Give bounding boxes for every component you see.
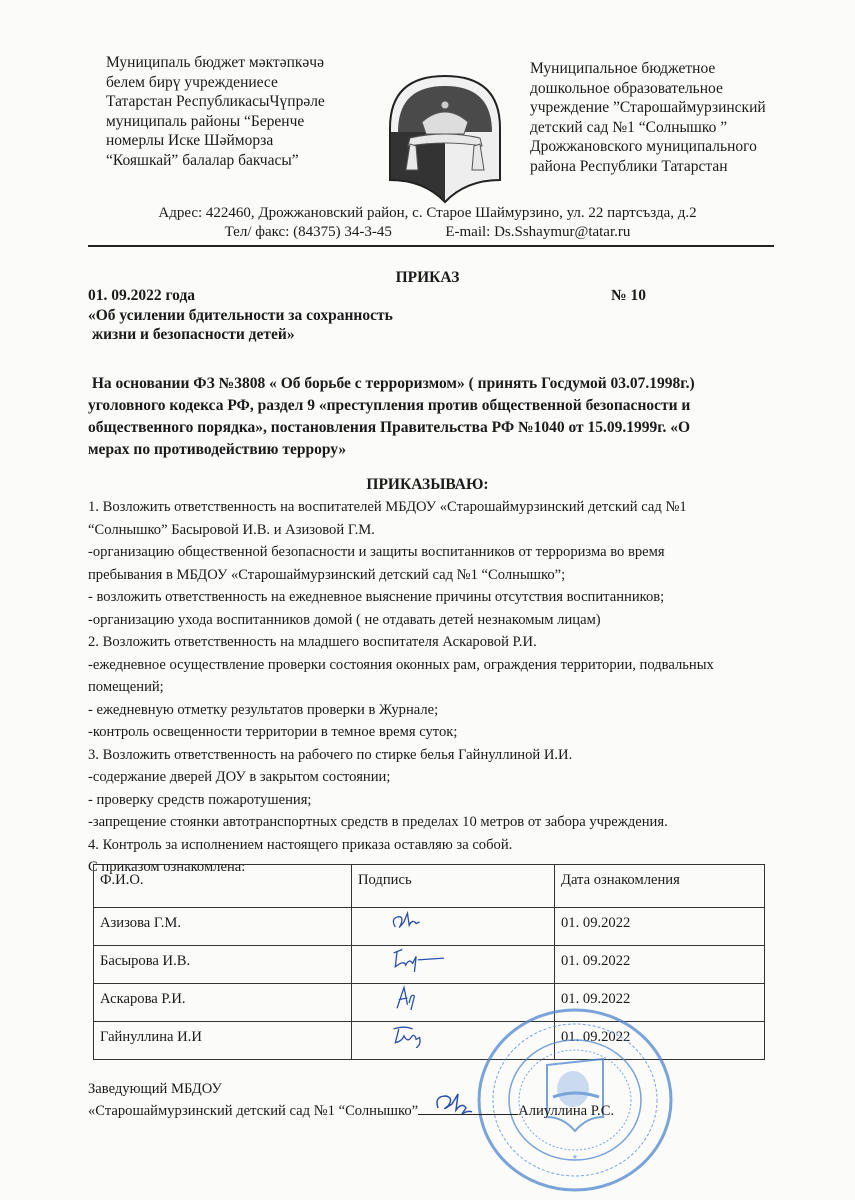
cell-name: Азизова Г.М.	[94, 908, 352, 946]
cell-name: Аскарова Р.И.	[94, 984, 352, 1022]
order-line: 1. Возложить ответственность на воспитателей МБДОУ «Старошаймурзинский детский сад №1	[88, 499, 687, 515]
order-line: С приказом ознакомлена:	[88, 859, 246, 875]
legal-basis	[88, 373, 788, 461]
order-line: пребывания в МБДОУ «Старошаймурзинский детский сад №1 “Солнышко”;	[88, 566, 566, 583]
order-date: 01. 09.2022 года	[88, 287, 196, 304]
header-line: Дрожжановского муниципального	[530, 138, 757, 155]
header-line: Татарстан РеспубликасыЧүпрәле	[106, 93, 325, 110]
order-line: -организацию ухода воспитанников домой ( не отдавать детей незнакомым лицам)	[88, 611, 601, 628]
table-header-row	[94, 865, 765, 908]
document-title: ПРИКАЗ	[395, 269, 460, 286]
cell-signature	[352, 908, 555, 946]
contacts	[0, 224, 855, 241]
cell-date: 01. 09.2022	[555, 908, 765, 946]
signature-icon	[372, 908, 462, 934]
header-cell-date: Дата ознакомления	[555, 865, 765, 908]
order-line: -ежедневное осуществление проверки состояния оконных рам, ограждения территории, подвальных	[88, 656, 714, 673]
order-items	[88, 496, 798, 879]
order-line: -контроль освещенности территории в темное время суток;	[88, 724, 458, 740]
order-line: -запрещение стоянки автотранспортных средств в пределах 10 метров от забора учреждения.	[88, 814, 668, 830]
acknowledgement-table	[93, 864, 765, 1060]
email: E-mail: Ds.Sshaymur@tatar.ru	[445, 224, 631, 240]
cell-date: 01. 09.2022	[555, 946, 765, 984]
signature-line	[418, 1100, 518, 1115]
director-signature-icon	[428, 1088, 488, 1118]
order-line: 4. Контроль за исполнением настоящего приказа оставляю за собой.	[88, 836, 513, 853]
order-line: “Солнышко” Басыровой И.В. и Азизовой Г.М.	[88, 521, 375, 538]
cell-signature	[352, 946, 555, 984]
header-institution-tatar	[106, 53, 386, 170]
header-cell-signature: Подпись	[352, 865, 555, 908]
signature-icon	[372, 1022, 462, 1048]
order-subject	[88, 306, 393, 344]
address: Адрес: 422460, Дрожжановский район, с. Старое Шаймурзино, ул. 22 партсъзда, д.2	[158, 205, 697, 221]
director-position: Заведующий МБДОУ	[88, 1081, 222, 1097]
order-number: № 10	[611, 287, 646, 304]
coat-of-arms-icon	[386, 72, 504, 204]
institution-name: «Старошаймурзинский детский сад №1 “Солнышко”	[88, 1103, 419, 1119]
header-line: учреждение ”Старошаймурзинский	[530, 99, 766, 116]
table-row	[94, 946, 765, 984]
cell-date: 01. 09.2022	[555, 1022, 765, 1060]
order-line: - возложить ответственность на ежедневное выяснение причины отсутствия воспитанников;	[88, 589, 665, 605]
order-line: помещений;	[88, 679, 164, 695]
header-line: района Республики Татарстан	[530, 157, 728, 175]
cell-name: Басырова И.В.	[94, 946, 352, 984]
header-line: белем бирү учреждениесе	[106, 73, 278, 91]
header-line: муниципаль районы “Беренче	[106, 112, 305, 130]
header-cell-name: Ф.И.О.	[94, 865, 352, 908]
order-line: 3. Возложить ответственность на рабочего по стирке белья Гайнуллиной И.И.	[88, 746, 573, 763]
phone: Тел/ факс: (84375) 34-3-45	[224, 224, 392, 240]
subject-line: жизни и безопасности детей»	[88, 326, 295, 343]
cell-signature	[352, 984, 555, 1022]
table-row	[94, 984, 765, 1022]
director-line	[88, 1100, 614, 1122]
director-name: Алиуллина Р.С.	[518, 1103, 615, 1119]
signature-icon	[372, 946, 462, 972]
signature-block	[88, 1078, 614, 1122]
cell-signature	[352, 1022, 555, 1060]
cell-date: 01. 09.2022	[555, 984, 765, 1022]
order-line: - ежедневную отметку результатов проверки в Журнале;	[88, 701, 439, 718]
order-line: 2. Возложить ответственность на младшего воспитателя Аскаровой Р.И.	[88, 634, 537, 650]
svg-text:*: *	[572, 1152, 578, 1166]
basis-line: мерах по противодействию террору»	[88, 441, 347, 458]
header-institution-russian	[530, 59, 820, 176]
basis-line: На основании ФЗ №3808 « Об борьбе с терроризмом» ( принять Госдумой 03.07.1998г.)	[88, 375, 695, 392]
orders-heading: ПРИКАЗЫВАЮ:	[366, 476, 489, 493]
header-line: Муниципальное бюджетное	[530, 60, 716, 77]
subject-line: «Об усилении бдительности за сохранность	[88, 307, 393, 324]
signature-icon	[372, 984, 462, 1010]
order-line: -организацию общественной безопасности и защиты воспитанников от терроризма во время	[88, 544, 665, 560]
header-line: “Кояшкай” балалар бакчасы”	[106, 151, 299, 169]
table-row	[94, 908, 765, 946]
cell-name: Гайнуллина И.И	[94, 1022, 352, 1060]
header-line: Муниципаль бюджет мәктәпкәчә	[106, 54, 324, 71]
table-row	[94, 1022, 765, 1060]
header-line: номерлы Иске Шәйморза	[106, 132, 274, 149]
order-line: -содержание дверей ДОУ в закрытом состоянии;	[88, 769, 391, 785]
header-divider	[88, 245, 774, 247]
basis-line: общественного порядка», постановления Правительства РФ №1040 от 15.09.1999г. «О	[88, 419, 691, 436]
basis-line: уголовного кодекса РФ, раздел 9 «преступления против общественной безопасности и	[88, 397, 691, 414]
header-line: детский сад №1 “Солнышко ”	[530, 118, 728, 136]
header-line: дошкольное образовательное	[530, 79, 723, 97]
order-line: - проверку средств пожаротушения;	[88, 791, 312, 808]
